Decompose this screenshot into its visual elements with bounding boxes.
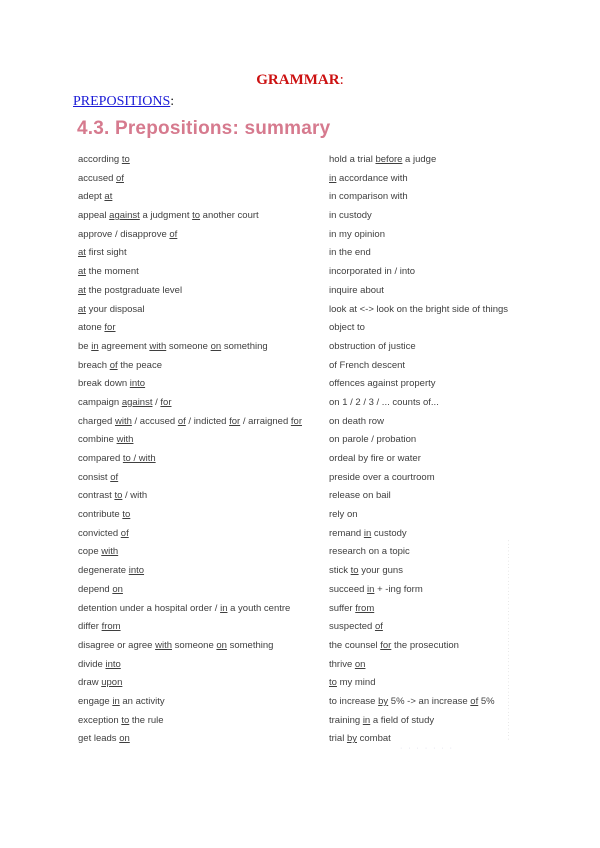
preposition-entry [78,674,323,693]
entry-text: convicted [78,527,121,539]
entry-text: first sight [85,247,127,259]
underlined-preposition: to [329,677,337,689]
underlined-preposition: to [192,210,201,222]
entry-text: 5% -> an increase [388,695,471,707]
entry-text: contrast [78,490,115,502]
entry-text: depend [78,583,113,595]
entry-text: something [226,639,274,651]
underlined-preposition: for [229,415,241,427]
underlined-preposition: on [210,340,222,352]
entry-text: agreement [98,340,150,352]
preposition-entry [78,730,323,749]
underlined-preposition: for [160,396,172,408]
entry-text: breach [78,359,110,371]
entry-text: a youth centre [227,602,291,614]
preposition-entry [329,431,529,450]
entry-text: approve / disapprove [78,228,170,240]
preposition-entry [78,600,323,619]
preposition-entry [78,506,323,525]
entry-text: engage [78,695,113,707]
title-text: GRAMMAR [256,72,340,88]
underlined-preposition: for [104,322,116,334]
underlined-preposition: by [378,695,389,707]
preposition-entry [78,618,323,637]
underlined-preposition: into [129,378,146,390]
preposition-entry [329,413,529,432]
entry-text: accused [78,172,117,184]
side-watermark: · · · · · · · · · · · · · · · · · · · · · · · · · · · · · · · · · · · · · · · · · · · · · · · · · · · · · · · · · · · · [506,539,512,740]
entry-text: succeed [329,583,368,595]
entry-text: stick [329,565,351,577]
left-column [78,151,323,749]
entry-text: training [329,714,363,726]
underlined-preposition: to [114,490,123,502]
preposition-entry [78,693,323,712]
underlined-preposition: at [78,247,86,259]
entry-text: my mind [336,677,376,689]
entry-text: contribute [78,509,123,521]
entry-text: divide [78,658,106,670]
entry-text: disagree or agree [78,639,156,651]
preposition-entry [78,338,323,357]
preposition-entry [329,357,529,376]
preposition-entry [329,656,529,675]
entry-text: your guns [358,565,403,577]
underlined-preposition: to [121,714,130,726]
preposition-entry [329,618,529,637]
right-column [329,151,529,749]
entry-text: on 1 / 2 / 3 / ... counts of... [329,396,439,408]
entry-text: an activity [119,695,165,707]
entry-text: of French descent [329,359,406,371]
underlined-preposition: of [110,471,119,483]
underlined-preposition: on [216,639,227,651]
entry-text: / [152,396,161,408]
underlined-preposition: with [101,546,119,558]
entry-text: to increase [329,695,379,707]
entry-text: the peace [117,359,162,371]
underlined-preposition: of [374,621,383,633]
underlined-preposition: in [362,714,371,726]
document-title [0,72,600,89]
entry-text: the counsel [329,639,381,651]
entry-text: obstruction of justice [329,340,416,352]
entry-text: appeal [78,210,110,222]
entry-text: / indicted [185,415,230,427]
preposition-entry [329,151,529,170]
underlined-preposition: from [101,621,121,633]
entry-text: suspected [329,621,375,633]
underlined-preposition: of [470,695,479,707]
entry-text: exception [78,714,122,726]
underlined-preposition: to / with [122,453,156,464]
entry-text: rely on [329,509,358,521]
entry-text: charged [78,415,115,427]
preposition-entry [329,338,529,357]
entry-text: accordance with [336,172,408,184]
preposition-entry [329,506,529,525]
entry-text: offences against property [329,378,436,390]
preposition-entry [78,487,323,506]
underlined-preposition: upon [101,677,123,689]
underlined-preposition: for [290,415,302,427]
preposition-entry [78,562,323,581]
underlined-preposition: at [78,266,86,278]
preposition-entry [78,301,323,320]
preposition-entry [329,188,529,207]
entry-text: compared [78,453,123,464]
entry-text: in the end [329,247,371,259]
underlined-preposition: with [116,434,134,446]
preposition-entry [78,244,323,263]
preposition-entry [78,207,323,226]
entry-text: / arraigned [240,415,291,427]
preposition-entry [329,375,529,394]
underlined-preposition: in [329,172,337,184]
preposition-entry [329,600,529,619]
entry-text: adept [78,191,105,203]
preposition-entry [78,226,323,245]
entry-text: on death row [329,415,384,427]
underlined-preposition: in [112,695,120,707]
underlined-preposition: against [109,210,140,222]
entry-text: trial [329,733,347,745]
preposition-entry [329,394,529,413]
preposition-entry [78,375,323,394]
entry-text: research on a topic [329,546,410,558]
entry-text: get leads [78,733,120,745]
entry-text: preside over a courtroom [329,471,435,483]
entry-text: combine [78,434,117,446]
entry-text: the moment [85,266,139,278]
preposition-entry [78,431,323,450]
preposition-entry [78,450,323,469]
preposition-entry [329,693,529,712]
preposition-entry [329,319,529,338]
entry-text: release on bail [329,490,391,502]
page-heading: 4.3. Prepositions: summary [77,118,331,139]
entry-text: combat [357,733,391,745]
preposition-entry [78,637,323,656]
preposition-entry [329,543,529,562]
entry-text: suffer [329,602,356,614]
entry-text: detention under a hospital order / [78,602,221,614]
underlined-preposition: to [122,509,131,521]
entry-text: a judgment [139,210,193,222]
entry-text: someone [172,639,217,651]
preposition-entry [329,226,529,245]
preposition-entry [329,469,529,488]
preposition-entry [329,562,529,581]
preposition-entry [329,674,529,693]
preposition-entry [78,543,323,562]
entry-text: / accused [131,415,178,427]
preposition-entry [329,207,529,226]
preposition-entry [329,282,529,301]
entry-text: a field of study [370,714,435,726]
entry-text: campaign [78,396,122,408]
preposition-entry [329,450,529,469]
entry-text: + -ing form [374,583,423,595]
underlined-preposition: in [91,340,99,352]
underlined-preposition: with [149,340,167,352]
entry-text: degenerate [78,565,129,577]
underlined-preposition: before [375,154,403,165]
preposition-entry [78,525,323,544]
underlined-preposition: from [355,602,375,614]
underlined-preposition: by [346,733,357,745]
entry-text: look at <-> look on the bright side of things [329,303,509,315]
underlined-preposition: with [114,415,132,427]
entry-text: be [78,340,92,352]
preposition-entry [78,170,323,189]
underlined-preposition: in [367,583,375,595]
entry-text: thrive [329,658,355,670]
entry-text: in custody [329,210,372,222]
underlined-preposition: on [112,583,123,595]
preposition-entry [78,656,323,675]
underlined-preposition: on [354,658,366,670]
underlined-preposition: at [78,284,86,296]
section-suffix: : [170,94,175,109]
entry-text: remand [329,527,364,539]
entry-text: the prosecution [391,639,459,651]
underlined-preposition: in [363,527,372,539]
preposition-entry [329,263,529,282]
preposition-entry [78,581,323,600]
preposition-entry [329,170,529,189]
underlined-preposition: into [128,565,145,577]
title-suffix: : [339,72,344,88]
underlined-preposition: at [104,191,113,203]
entry-text: ordeal by fire or water [329,453,421,464]
entry-text: draw [78,677,102,689]
entry-text: differ [78,621,102,633]
entry-text: your disposal [85,303,145,315]
prepositions-link[interactable] [73,94,174,110]
preposition-entry [329,581,529,600]
entry-text: the rule [129,714,164,726]
preposition-entry [329,301,529,320]
entry-text: according [78,154,122,165]
entry-text: something [221,340,268,352]
entry-text: 5% [478,695,495,707]
entry-text: hold a trial [329,154,376,165]
entry-text: inquire about [329,284,384,296]
entry-text: cope [78,546,102,558]
preposition-entry [78,151,323,170]
entry-text: another court [200,210,259,222]
entry-text: consist [78,471,111,483]
underlined-preposition: with [155,639,173,651]
preposition-entry [329,487,529,506]
entry-text: someone [166,340,211,352]
underlined-preposition: for [380,639,392,651]
entry-text: a judge [402,154,437,165]
entry-text: break down [78,378,130,390]
preposition-entry [78,319,323,338]
preposition-entry [78,469,323,488]
underlined-preposition: of [120,527,129,539]
underlined-preposition: against [121,396,153,408]
entry-text: the postgraduate level [85,284,183,296]
entry-text: in my opinion [329,228,385,240]
entry-text: in comparison with [329,191,408,203]
preposition-entry [329,712,529,731]
preposition-entry [78,413,323,432]
underlined-preposition: in [220,602,228,614]
entry-text: incorporated in / into [329,266,416,278]
underlined-preposition: on [119,733,130,745]
underlined-preposition: of [177,415,186,427]
underlined-preposition: to [350,565,359,577]
section-link-text[interactable]: PREPOSITIONS [73,94,171,109]
preposition-entry [78,394,323,413]
underlined-preposition: of [109,359,118,371]
preposition-entry [329,244,529,263]
preposition-entry [78,282,323,301]
underlined-preposition: to [121,154,130,165]
preposition-entry [329,525,529,544]
entry-text: / with [122,490,148,502]
preposition-entry [78,712,323,731]
preposition-entry [329,637,529,656]
preposition-entry [78,357,323,376]
underlined-preposition: at [78,303,86,315]
entry-text: object to [329,322,365,334]
footer-mark: · · · · · · · [400,745,454,752]
entry-text: on parole / probation [329,434,417,446]
entry-text: custody [371,527,407,539]
underlined-preposition: into [105,658,121,670]
entry-text: atone [78,322,105,334]
preposition-entry [78,188,323,207]
underlined-preposition: of [169,228,178,240]
preposition-entry [78,263,323,282]
underlined-preposition: of [116,172,124,184]
